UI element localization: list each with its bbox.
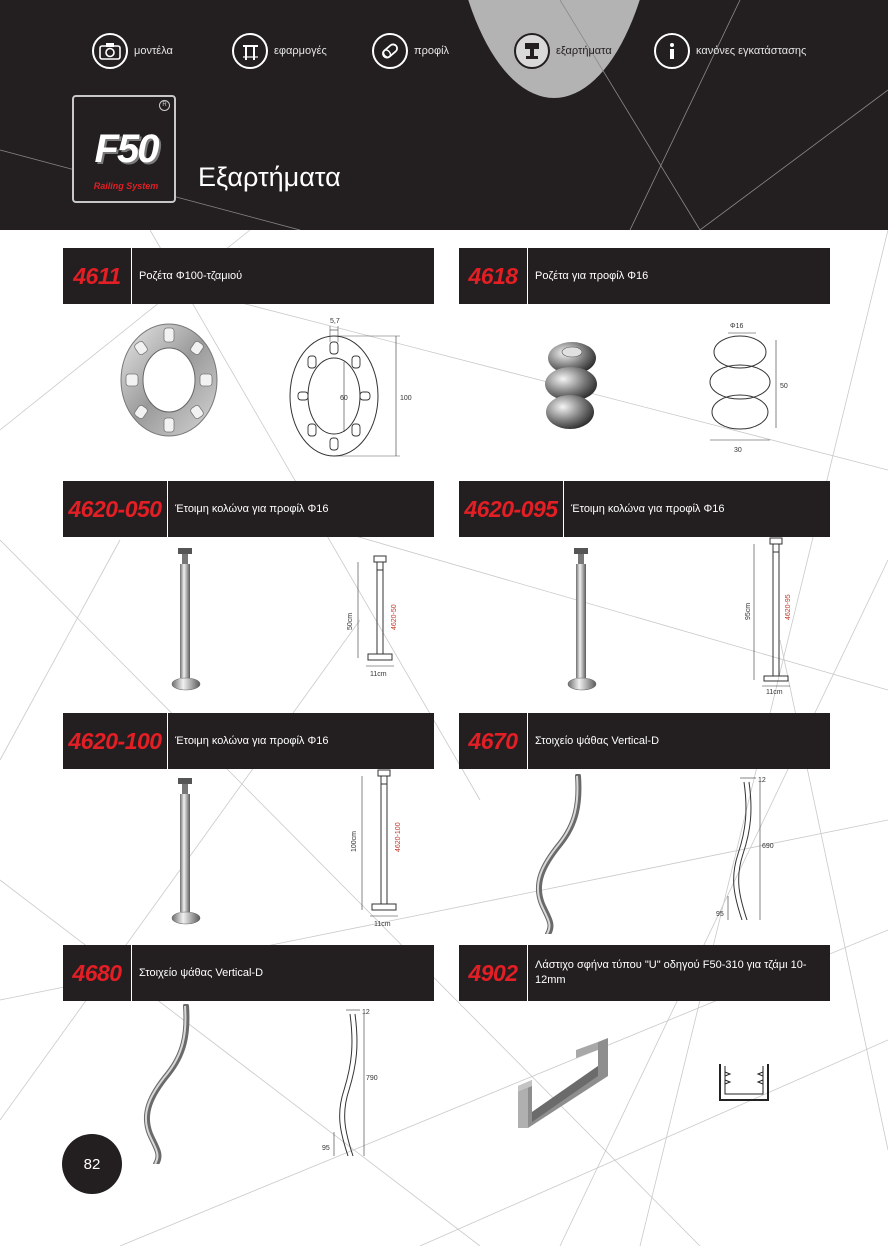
profile-tube-icon bbox=[372, 33, 408, 69]
nav-item-parts[interactable] bbox=[514, 28, 612, 74]
dim-4620-100-base: 11cm bbox=[374, 921, 391, 928]
product-code: 4611 bbox=[63, 248, 132, 304]
u-profile-4902-photo bbox=[514, 1036, 614, 1130]
rosette-4618-photo bbox=[538, 338, 606, 434]
dim-4620-095-base: 11cm bbox=[766, 689, 783, 696]
dim-4620-095-code: 4620-95 bbox=[785, 594, 792, 620]
product-header-4620-100 bbox=[63, 713, 434, 769]
rosette-4611-photo bbox=[116, 318, 222, 442]
registered-mark: R bbox=[159, 100, 170, 111]
product-code: 4902 bbox=[459, 945, 528, 1001]
dim-4670-height: 690 bbox=[762, 843, 774, 850]
post-4620-095-drawing bbox=[740, 536, 810, 698]
dim-4620-050-base: 11cm bbox=[370, 671, 387, 678]
dim-4680-offset: 95 bbox=[322, 1145, 330, 1152]
dim-4618-diameter: Φ16 bbox=[730, 323, 744, 330]
page-title: Εξαρτήματα bbox=[198, 162, 341, 192]
dim-4620-050-height: 50cm bbox=[347, 612, 354, 630]
rosette-4618-drawing bbox=[700, 318, 800, 458]
dim-4620-095-height: 95cm bbox=[745, 602, 752, 620]
post-4620-100-photo bbox=[168, 774, 208, 928]
product-code: 4680 bbox=[63, 945, 132, 1001]
u-profile-4902-drawing bbox=[714, 1062, 774, 1106]
info-icon bbox=[654, 33, 690, 69]
dim-4670-width: 12 bbox=[758, 777, 766, 784]
nav-label: προφίλ bbox=[414, 45, 450, 57]
header bbox=[0, 0, 888, 230]
fitting-parts-icon bbox=[514, 33, 550, 69]
dim-4620-100-code: 4620-100 bbox=[395, 822, 402, 852]
camera-icon bbox=[92, 33, 128, 69]
nav-item-applications[interactable] bbox=[232, 28, 327, 74]
dim-4680-height: 790 bbox=[366, 1075, 378, 1082]
product-code: 4620-050 bbox=[63, 481, 168, 537]
post-4620-050-drawing bbox=[340, 554, 410, 680]
baluster-4670-drawing bbox=[712, 770, 792, 930]
product-header-4680 bbox=[63, 945, 434, 1001]
product-title: Ροζέτα Φ100-τζαμιού bbox=[139, 269, 243, 282]
product-title: Ροζέτα για προφίλ Φ16 bbox=[535, 269, 649, 282]
nav-item-models[interactable] bbox=[92, 28, 173, 74]
product-header-4611 bbox=[63, 248, 434, 304]
dim-4611-slot: 5,7 bbox=[330, 318, 340, 325]
product-header-4620-050 bbox=[63, 481, 434, 537]
product-title: Έτοιμη κολώνα για προφίλ Φ16 bbox=[175, 502, 329, 515]
product-code: 4618 bbox=[459, 248, 528, 304]
f50-logo bbox=[72, 95, 176, 203]
nav-item-profiles[interactable] bbox=[372, 28, 449, 74]
dim-4620-100-height: 100cm bbox=[351, 830, 358, 852]
product-title: Στοιχείο ψάθας Vertical-D bbox=[535, 734, 660, 747]
dim-4611-outer: 100 bbox=[400, 395, 412, 402]
product-code: 4620-100 bbox=[63, 713, 168, 769]
baluster-4680-photo bbox=[128, 1004, 198, 1164]
top-nav bbox=[0, 28, 888, 74]
rosette-4611-drawing bbox=[288, 312, 428, 462]
dim-4611-inner: 60 bbox=[340, 395, 348, 402]
product-title: Στοιχείο ψάθας Vertical-D bbox=[139, 966, 264, 979]
dim-4618-width: 30 bbox=[734, 447, 742, 454]
product-code: 4670 bbox=[459, 713, 528, 769]
product-title: Λάστιχο σφήνα τύπου "U" οδηγού F50-310 για τζάμι 10-12mm bbox=[535, 959, 807, 986]
logo-tagline: Railing System bbox=[93, 181, 159, 191]
post-4620-100-drawing bbox=[344, 768, 414, 932]
railing-application-icon bbox=[232, 33, 268, 69]
page-number: 82 bbox=[62, 1134, 122, 1194]
product-header-4618 bbox=[459, 248, 830, 304]
nav-label: κανόνες εγκατάστασης bbox=[696, 45, 807, 57]
nav-label: εξαρτήματα bbox=[556, 45, 612, 57]
dim-4680-width: 12 bbox=[362, 1009, 370, 1016]
post-4620-095-photo bbox=[564, 544, 604, 694]
baluster-4680-drawing bbox=[318, 1004, 398, 1164]
post-4620-050-photo bbox=[168, 544, 208, 694]
baluster-4670-photo bbox=[520, 774, 590, 934]
product-header-4620-095 bbox=[459, 481, 830, 537]
nav-item-installation-rules[interactable] bbox=[654, 28, 806, 74]
nav-label: μοντέλα bbox=[134, 45, 173, 57]
product-header-4902 bbox=[459, 945, 830, 1001]
product-title: Έτοιμη κολώνα για προφίλ Φ16 bbox=[571, 502, 725, 515]
product-title: Έτοιμη κολώνα για προφίλ Φ16 bbox=[175, 734, 329, 747]
product-code: 4620-095 bbox=[459, 481, 564, 537]
dim-4618-height: 50 bbox=[780, 383, 788, 390]
dim-4620-050-code: 4620-50 bbox=[391, 604, 398, 630]
dim-4670-offset: 95 bbox=[716, 911, 724, 918]
product-header-4670 bbox=[459, 713, 830, 769]
logo-brand: F50 bbox=[94, 127, 158, 171]
nav-label: εφαρμογές bbox=[274, 45, 327, 57]
